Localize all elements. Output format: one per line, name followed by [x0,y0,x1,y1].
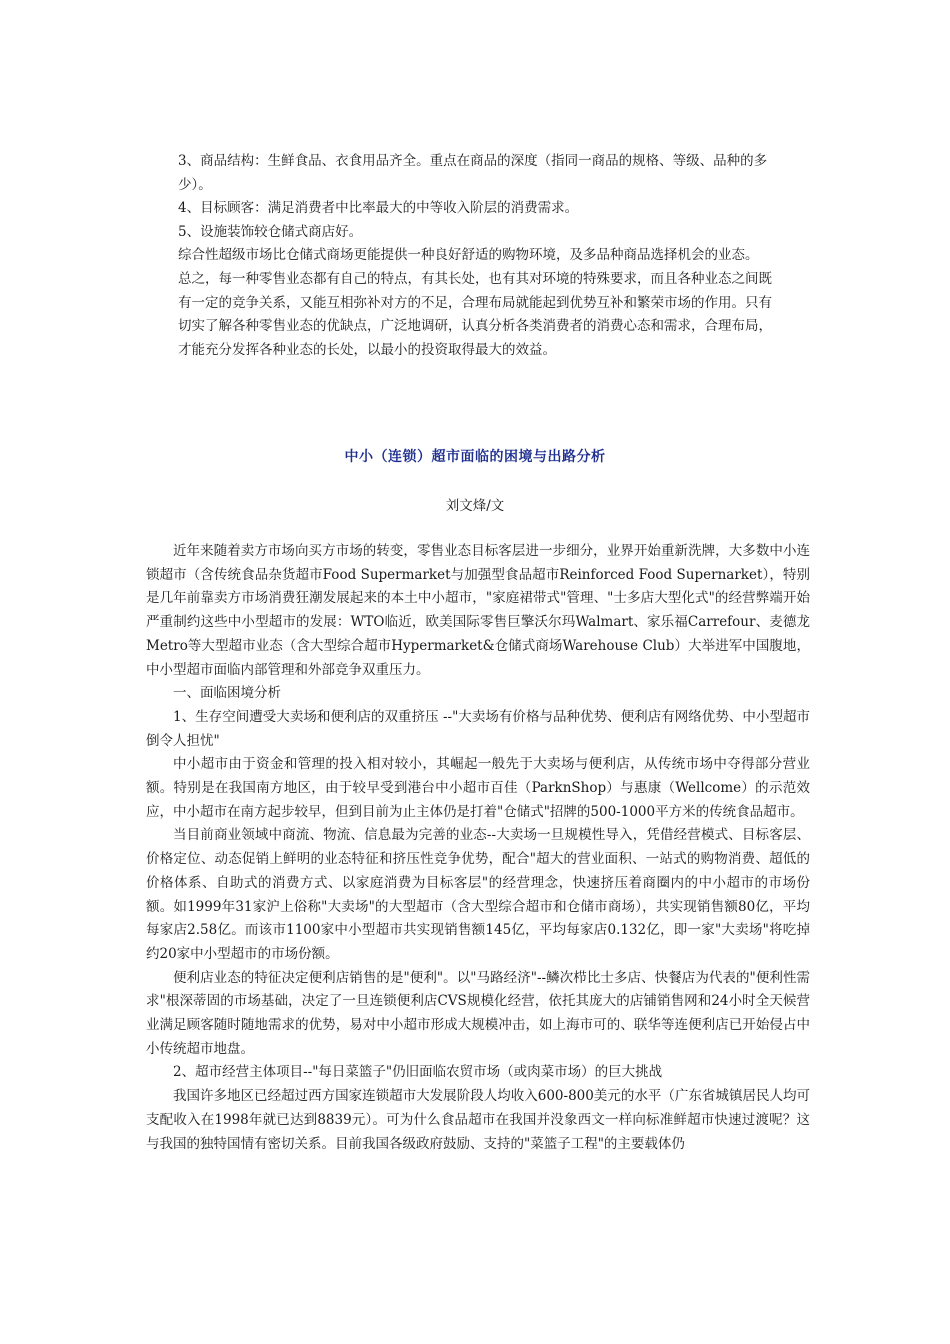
subsection-heading: 2、超市经营主体项目--"每日菜篮子"仍旧面临农贸市场（或肉菜市场）的巨大挑战 [173,1064,663,1081]
paragraph: 总之，每一种零售业态都有自己的特点，有其长处，也有其对环境的特殊要求，而且各种业态之间既有一定的竞争关系，又能互相弥补对方的不足，合理布局就能起到优势互补和繁荣市场的作用。只有切实了解各种零售业态的优缺点，广泛地调研，认真分析各类消费者的消费心态和需求，合理布局，才能充分发挥各种业态的长处，以最小的投资取得最大的效益。 [178,270,772,358]
paragraph: 3、商品结构：生鲜食品、衣食用品齐全。重点在商品的深度（指同一商品的规格、等级、品种的多少）。 [178,153,768,193]
article-body [146,540,810,1156]
article-author: 刘文烽/文 [445,498,505,514]
paragraph: 当目前商业领域中商流、物流、信息最为完善的业态--大卖场一旦规模性导入，凭借经营模式、目标客层、价格定位、动态促销上鲜明的业态特征和挤压性竞争优势，配合"超大的营业面积、一站式的购物消费、超低的价格体系、自助式的消费方式、以家庭消费为目标客层"的经营理念，快速挤压着商圈内的中小超市的市场份额。如1999年31家沪上俗称"大卖场"的大型超市（含大型综合超市和仓储市商场），共实现销售额80亿，平均每家店2.58亿。而该市1100家中小型超市共实现销售额145亿，平均每家店0.132亿，即一家"大卖场"将吃掉约20家中小型超市的市场份额。 [146,827,810,962]
paragraph: 5、设施装饰较仓储式商店好。 [178,223,363,240]
paragraph: 4、目标顾客：满足消费者中比率最大的中等收入阶层的消费需求。 [178,200,579,217]
paragraph: 中小超市由于资金和管理的投入相对较小，其崛起一般先于大卖场与便利店，从传统市场中夺得部分营业额。特别是在我国南方地区，由于较早受到港台中小超市百佳（ParknShop）与惠康（Wellcome）的示范效应，中小超市在南方起步较早，但到目前为止主体仍是打着"仓储式"招牌的500-1000平方米的传统食品超市。 [146,756,810,820]
section-heading: 一、面临困境分析 [173,685,281,702]
article-title: 中小（连锁）超市面临的困境与出路分析 [344,449,606,465]
paragraph: 便利店业态的特征决定便利店销售的是"便利"。以"马路经济"--鳞次栉比士多店、快餐店为代表的"便利性需求"根深蒂固的市场基础，决定了一旦连锁便利店CVS规模化经营，依托其庞大的店铺销售网和24小时全天候营业满足顾客随时随地需求的优势，易对中小超市形成大规模冲击，如上海市可的、联华等连便利店已开始侵占中小传统超市地盘。 [146,969,810,1057]
previous-section-text [178,150,778,362]
paragraph: 综合性超级市场比仓储式商场更能提供一种良好舒适的购物环境，及多品种商品选择机会的业态。 [178,247,759,264]
paragraph: 我国许多地区已经超过西方国家连锁超市大发展阶段人均收入600-800美元的水平（广东省城镇居民人均可支配收入在1998年就已达到8839元）。可为什么食品超市在我国并没象西文一样向标准鲜超市快速过渡呢？这与我国的独特国情有密切关系。目前我国各级政府鼓励、支持的"菜篮子工程"的主要载体仍 [146,1088,810,1152]
subsection-heading: 1、生存空间遭受大卖场和便利店的双重挤压 --"大卖场有价格与品种优势、便利店有网络优势、中小型超市倒令人担忧" [146,708,810,749]
paragraph: 近年来随着卖方市场向买方市场的转变，零售业态目标客层进一步细分，业界开始重新洗牌，大多数中小连锁超市（含传统食品杂货超市Food Supermarket与加强型食品超市Reinforced Food Supernarket），特别是几年前靠卖方市场消费狂潮发展起来的本土中小超市，"家庭裙带式"管理、"士多店大型化式"的经营弊端开始严重制约这些中小型超市的发展：WTO临近，欧美国际零售巨擎沃尔玛Walmart、家乐福Carrefour、麦德龙Metro等大型超市业态（含大型综合超市Hypermarket&仓储式商场Warehouse Club）大举进军中国腹地，中小型超市面临内部管理和外部竞争双重压力。 [146,543,810,678]
